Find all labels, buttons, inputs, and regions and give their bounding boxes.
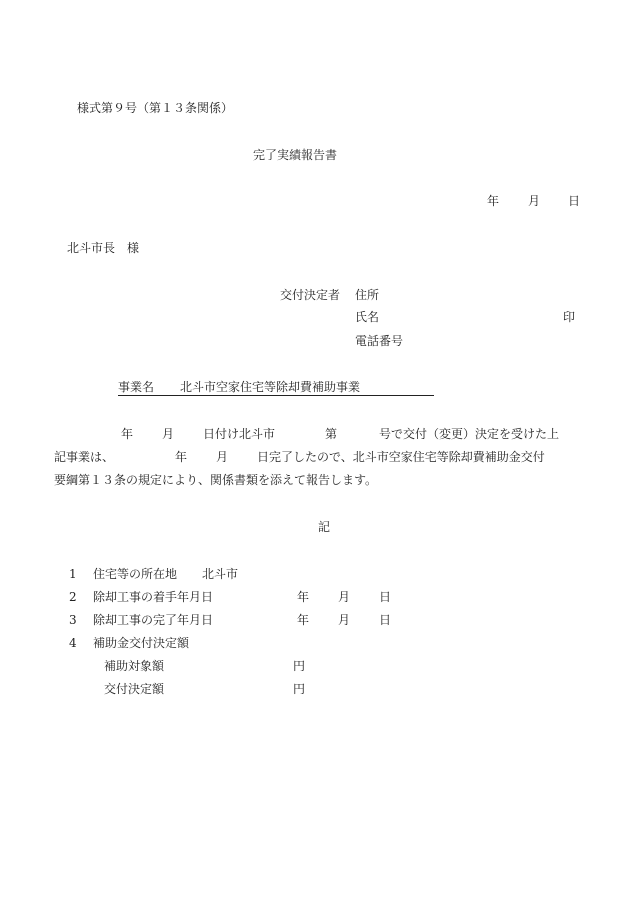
- sub-item-decision-amount-label: 交付決定額: [104, 682, 165, 696]
- item-start-day: 日: [379, 590, 392, 604]
- sub-item-target-amount-label: 補助対象額: [104, 659, 165, 673]
- phone-label: 電話番号: [355, 334, 404, 348]
- project-name: 北斗市空家住宅等除却費補助事業: [180, 380, 361, 394]
- item-completion-month: 月: [338, 613, 351, 627]
- sub-item-target-amount-unit: 円: [293, 659, 306, 673]
- body-line1-dai: 第: [325, 427, 338, 441]
- item-label-location: 住宅等の所在地: [93, 567, 178, 581]
- body-line1-month: 月: [162, 427, 175, 441]
- body-line1-rest: 号で交付（変更）決定を受けた上: [379, 427, 560, 441]
- item-value-location: 北斗市: [202, 567, 239, 581]
- body-line1-day-city: 日付け北斗市: [203, 427, 276, 441]
- item-completion-day: 日: [379, 613, 392, 627]
- item-start-month: 月: [338, 590, 351, 604]
- item-label-subsidy-amount: 補助金交付決定額: [93, 636, 190, 650]
- item-label-start-date: 除却工事の着手年月日: [93, 590, 214, 604]
- address-label: 住所: [355, 288, 380, 302]
- seal-mark: 印: [563, 310, 576, 324]
- project-row: [118, 380, 434, 396]
- project-label: 事業名: [118, 380, 155, 394]
- body-line3: 要綱第１３条の規定により、関係書類を添えて報告します。: [54, 473, 378, 487]
- body-line2-year: 年: [175, 450, 188, 464]
- addressee: 北斗市長 様: [67, 241, 140, 255]
- body-line2-start: 記事業は、: [54, 450, 115, 464]
- applicant-role: 交付決定者: [280, 288, 341, 302]
- ki-heading: 記: [318, 520, 331, 534]
- date-day: 日: [568, 194, 581, 208]
- date-month: 月: [528, 194, 541, 208]
- item-start-year: 年: [297, 590, 310, 604]
- body-line1-year: 年: [121, 427, 134, 441]
- sub-item-decision-amount-unit: 円: [293, 682, 306, 696]
- item-number: 1: [69, 567, 77, 581]
- item-number: 3: [69, 613, 77, 627]
- form-number: 様式第９号（第１３条関係）: [77, 101, 234, 115]
- item-number: 4: [69, 636, 77, 650]
- document-title: 完了実績報告書: [253, 148, 338, 162]
- item-completion-year: 年: [297, 613, 310, 627]
- body-line2-month: 月: [216, 450, 229, 464]
- item-label-completion-date: 除却工事の完了年月日: [93, 613, 214, 627]
- body-line2-rest: 日完了したので、北斗市空家住宅等除却費補助金交付: [257, 450, 545, 464]
- item-number: 2: [69, 590, 77, 604]
- date-year: 年: [487, 194, 500, 208]
- name-label: 氏名: [355, 310, 380, 324]
